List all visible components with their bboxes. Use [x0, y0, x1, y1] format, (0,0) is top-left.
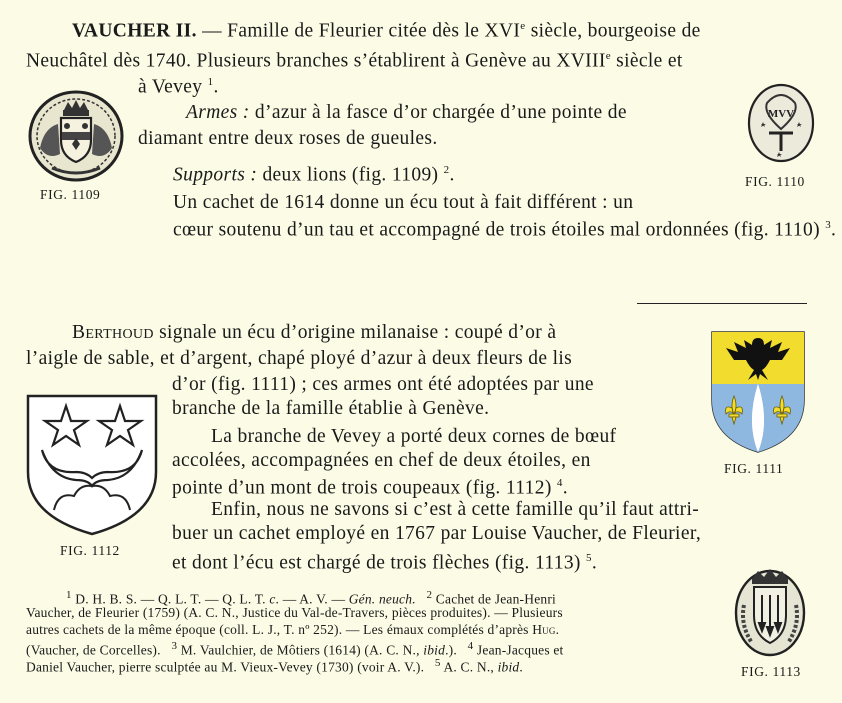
berthoud-text-line-6: accolées, accompagnées en chef de deux étoiles, en	[172, 450, 591, 471]
vaucher-text-line-8: cœur soutenu d’un tau et accompagné de trois étoiles mal ordonnées (fig. 1110) $^3$.	[173, 219, 837, 241]
vaucher-text-line-7: Un cachet de 1614 donne un écu tout à fait différent : un	[173, 192, 634, 213]
footnote-line-4: (Vaucher, de Corcelles). $^3$ M. Vaulchier, de Môtiers (1614) (A. C. N., ibid.). $^4$ Jean-Jacques et	[26, 640, 564, 658]
caption-fig-1110-text: FIG. 1110	[745, 174, 805, 189]
caption-fig-1111-text: FIG. 1111	[724, 461, 784, 476]
caption-fig-1111	[724, 461, 783, 477]
berthoud-text-line-1: Berthoud signale un écu d’origine milanaise : coupé d’or à	[72, 322, 557, 343]
berthoud-text-line-3: d’or (fig. 1111) ; ces armes ont été adoptées par une	[172, 374, 594, 395]
caption-fig-1113	[741, 664, 801, 680]
caption-fig-1109	[40, 187, 100, 203]
footnote-line-3: autres cachets de la même époque (coll. L. J., T. nº 252). — Les émaux complétés d’après Hug.	[26, 622, 560, 637]
section-divider	[637, 303, 807, 304]
vaucher-heading-line: VAUCHER II. — Famille de Fleurier citée dès le XVIe siècle, bourgeoise de	[72, 20, 701, 42]
arrows-icon	[759, 595, 781, 635]
footnote-line-2: Vaucher, de Fleurier (1759) (A. C. N., Justice du Val-de-Travers, pièces produites). — Plusieurs	[26, 605, 563, 620]
footnote-line-1: $^1$ D. H. B. S. — Q. L. T. — Q. L. T. c. — A. V. — Gén. neuch. $^2$ Cachet de Jean-Henri	[66, 589, 556, 607]
berthoud-text-line-10: et dont l’écu est chargé de trois flèches (fig. 1113) $^5$.	[172, 552, 598, 574]
vaucher-text-line-2: Neuchâtel dès 1740. Plusieurs branches s’établirent à Genève au XVIIIe siècle et	[26, 50, 683, 72]
caption-fig-1109-text: FIG. 1109	[40, 187, 101, 202]
shield-fig-1111	[710, 330, 806, 454]
berthoud-text-line-9: buer un cachet employé en 1767 par Louise Vaucher, de Fleurier,	[172, 523, 702, 544]
caption-fig-1112-text: FIG. 1112	[60, 543, 120, 558]
caption-fig-1110	[745, 174, 805, 190]
vaucher-text-line-3: à Vevey $^1$.	[138, 76, 219, 98]
berthoud-text-line-2: l’aigle de sable, et d’argent, chapé ployé d’azur à deux fleurs de lis	[26, 348, 573, 369]
berthoud-text-line-8: Enfin, nous ne savons si c’est à cette famille qu’il faut attri-	[211, 499, 700, 520]
seal-1110-monogram: MVV	[767, 108, 795, 120]
berthoud-text-line-5: La branche de Vevey a porté deux cornes de bœuf	[211, 426, 617, 447]
seal-fig-1110	[747, 83, 815, 163]
shield-fig-1112	[24, 392, 160, 538]
seal-fig-1113	[732, 565, 808, 657]
berthoud-text-line-7: pointe d’un mont de trois coupeaux (fig. 1112) $^4$.	[172, 477, 568, 499]
vaucher-supports-line: Supports : deux lions (fig. 1109) $^2$.	[173, 164, 455, 186]
caption-fig-1112	[60, 543, 120, 559]
caption-fig-1113-text: FIG. 1113	[741, 664, 801, 679]
vaucher-text-line-5: diamant entre deux roses de gueules.	[138, 128, 438, 149]
vaucher-armes-line: Armes : d’azur à la fasce d’or chargée d’une pointe de	[186, 102, 627, 123]
seal-fig-1109	[28, 88, 124, 184]
berthoud-text-line-4: branche de la famille établie à Genève.	[172, 398, 490, 419]
footnote-line-5: Daniel Vaucher, pierre sculptée au M. Vieux-Vevey (1730) (voir A. V.). $^5$ A. C. N., ibid.	[26, 657, 523, 675]
